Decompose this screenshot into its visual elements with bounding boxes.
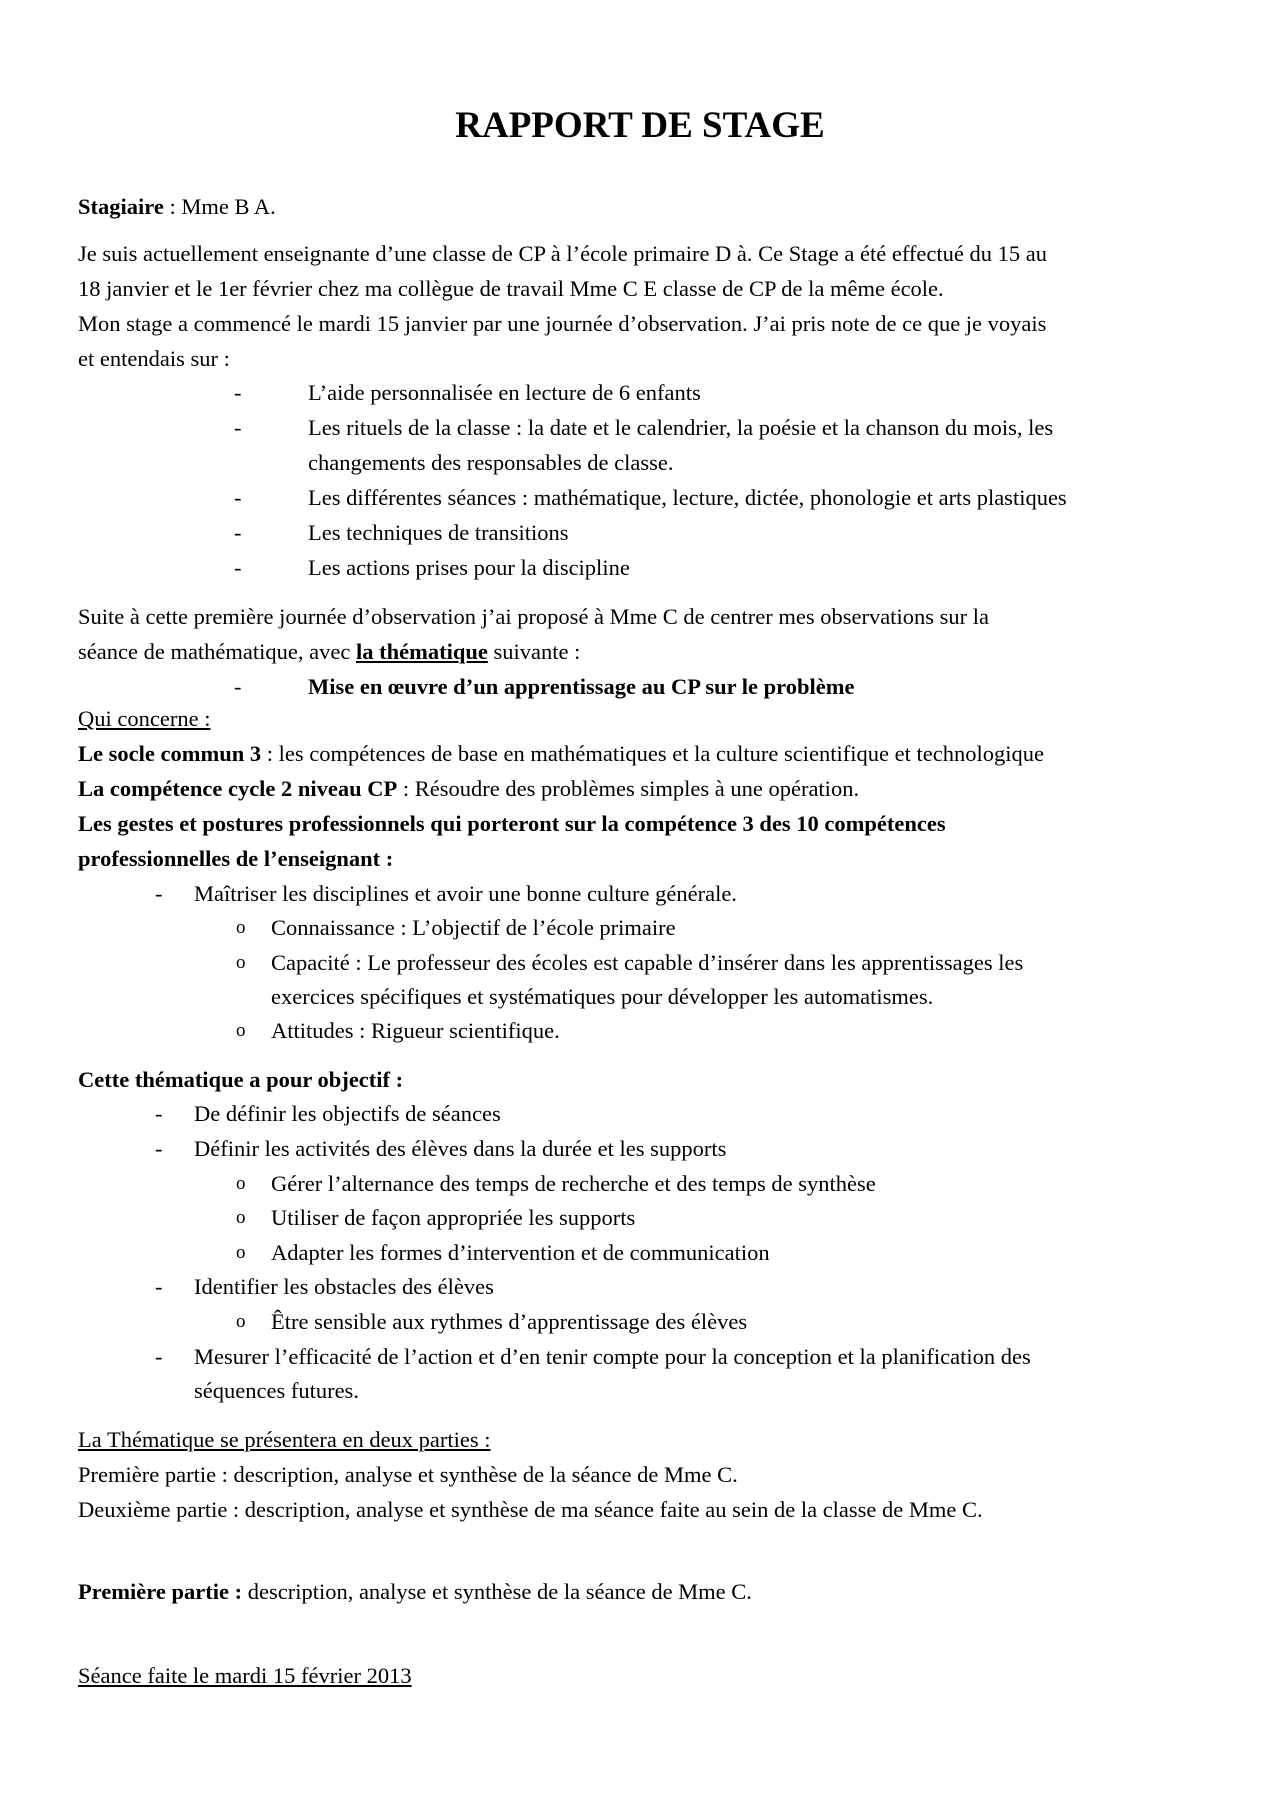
theme-title: Mise en œuvre d’un apprentissage au CP sur le problème bbox=[308, 674, 855, 699]
qui-concerne-text: Qui concerne : bbox=[78, 706, 211, 731]
stagiaire-label: Stagiaire bbox=[78, 194, 164, 219]
gestes-heading: professionnelles de l’enseignant : bbox=[78, 846, 394, 871]
circle-bullet: o bbox=[236, 917, 246, 938]
intro-line: 18 janvier et le 1er février chez ma collègue de travail Mme C E classe de CP de la même école. bbox=[78, 276, 944, 301]
capacite-item-cont: exercices spécifiques et systématiques pour développer les automatismes. bbox=[271, 984, 934, 1009]
socle-text: : les compétences de base en mathématiques et la culture scientifique et technologique bbox=[261, 741, 1044, 766]
circle-bullet: o bbox=[236, 1020, 246, 1041]
dash-bullet: - bbox=[234, 485, 242, 510]
premiere-partie-text: description, analyse et synthèse de la séance de Mme C. bbox=[242, 1579, 752, 1604]
dash-bullet: - bbox=[234, 555, 242, 580]
objectif-subitem: Utiliser de façon appropriée les supports bbox=[271, 1205, 636, 1230]
stagiaire-value: : Mme B A. bbox=[163, 194, 276, 219]
dash-bullet: - bbox=[155, 1274, 163, 1299]
suite-line: Suite à cette première journée d’observation j’ai proposé à Mme C de centrer mes observations sur la bbox=[78, 604, 989, 629]
parties-heading bbox=[78, 1423, 491, 1457]
premiere-partie-label: Première partie : bbox=[78, 1579, 243, 1604]
observation-item: L’aide personnalisée en lecture de 6 enfants bbox=[308, 380, 701, 405]
objectif-subitem: Gérer l’alternance des temps de recherche et des temps de synthèse bbox=[271, 1171, 876, 1196]
observation-item: Les rituels de la classe : la date et le calendrier, la poésie et la chanson du mois, les bbox=[308, 415, 1054, 440]
objectif-item: De définir les objectifs de séances bbox=[194, 1101, 501, 1126]
dash-bullet: - bbox=[234, 380, 242, 405]
dash-bullet: - bbox=[234, 520, 242, 545]
parties-heading-text: La Thématique se présentera en deux parties : bbox=[78, 1427, 491, 1452]
qui-concerne-label bbox=[78, 702, 210, 736]
maitriser-item: Maîtriser les disciplines et avoir une bonne culture générale. bbox=[194, 881, 737, 906]
intro-line: Mon stage a commencé le mardi 15 janvier par une journée d’observation. J’ai pris note de ce que je voyais bbox=[78, 311, 1047, 336]
suite-text: suivante : bbox=[487, 639, 581, 664]
stagiaire-line bbox=[78, 190, 276, 224]
objectif-item: Mesurer l’efficacité de l’action et d’en tenir compte pour la conception et la planification des bbox=[194, 1344, 1031, 1369]
observation-item: Les différentes séances : mathématique, lecture, dictée, phonologie et arts plastiques bbox=[308, 485, 1067, 510]
objectif-heading: Cette thématique a pour objectif : bbox=[78, 1067, 404, 1092]
dash-bullet: - bbox=[155, 1136, 163, 1161]
socle-line bbox=[78, 737, 1044, 771]
objectif-item-cont: séquences futures. bbox=[194, 1378, 359, 1403]
objectif-subitem: Adapter les formes d’intervention et de communication bbox=[271, 1240, 770, 1265]
competence-text: : Résoudre des problèmes simples à une opération. bbox=[397, 776, 860, 801]
circle-bullet: o bbox=[236, 952, 246, 973]
seance-date bbox=[78, 1659, 412, 1693]
observation-item: Les techniques de transitions bbox=[308, 520, 569, 545]
objectif-item: Définir les activités des élèves dans la durée et les supports bbox=[194, 1136, 727, 1161]
capacite-item: Capacité : Le professeur des écoles est capable d’insérer dans les apprentissages les bbox=[271, 950, 1024, 975]
dash-bullet: - bbox=[234, 674, 242, 699]
observation-item: Les actions prises pour la discipline bbox=[308, 555, 630, 580]
deuxieme-partie-line: Deuxième partie : description, analyse et synthèse de ma séance faite au sein de la classe de Mme C. bbox=[78, 1497, 983, 1522]
seance-date-text: Séance faite le mardi 15 février 2013 bbox=[78, 1663, 412, 1688]
gestes-heading: Les gestes et postures professionnels qui porteront sur la compétence 3 des 10 compétences bbox=[78, 811, 946, 836]
competence-label: La compétence cycle 2 niveau CP bbox=[78, 776, 398, 801]
thematique-label: la thématique bbox=[355, 639, 488, 664]
circle-bullet: o bbox=[236, 1207, 246, 1228]
intro-line: et entendais sur : bbox=[78, 346, 230, 371]
dash-bullet: - bbox=[234, 415, 242, 440]
dash-bullet: - bbox=[155, 1344, 163, 1369]
suite-line bbox=[78, 635, 580, 669]
intro-line: Je suis actuellement enseignante d’une classe de CP à l’école primaire D à. Ce Stage a été effectué du 15 au bbox=[78, 241, 1047, 266]
suite-text: séance de mathématique, avec bbox=[78, 639, 356, 664]
premiere-partie-line: Première partie : description, analyse et synthèse de la séance de Mme C. bbox=[78, 1462, 738, 1487]
observation-item-cont: changements des responsables de classe. bbox=[308, 450, 674, 475]
dash-bullet: - bbox=[155, 881, 163, 906]
socle-label: Le socle commun 3 bbox=[78, 741, 262, 766]
document-title: RAPPORT DE STAGE bbox=[455, 105, 825, 146]
objectif-item: Identifier les obstacles des élèves bbox=[194, 1274, 494, 1299]
connaissance-item: Connaissance : L’objectif de l’école primaire bbox=[271, 915, 676, 940]
dash-bullet: - bbox=[155, 1101, 163, 1126]
circle-bullet: o bbox=[236, 1311, 246, 1332]
attitudes-item: Attitudes : Rigueur scientifique. bbox=[271, 1018, 560, 1043]
circle-bullet: o bbox=[236, 1173, 246, 1194]
objectif-subitem: Être sensible aux rythmes d’apprentissage des élèves bbox=[271, 1309, 748, 1334]
competence-line bbox=[78, 772, 859, 806]
circle-bullet: o bbox=[236, 1242, 246, 1263]
premiere-partie-heading bbox=[78, 1575, 752, 1609]
